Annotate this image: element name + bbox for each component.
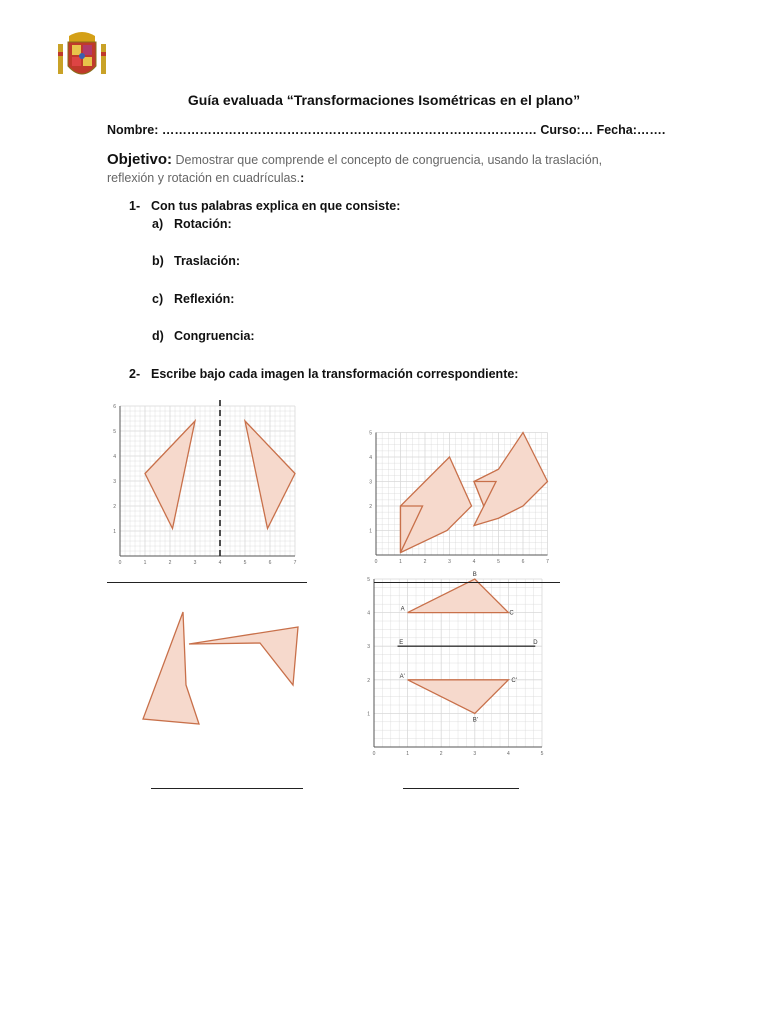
- x-tick-label: 4: [218, 560, 222, 566]
- x-tick-label: 3: [473, 751, 477, 757]
- item-label: Rotación:: [174, 217, 232, 231]
- question-2: [129, 367, 518, 381]
- answer-line-1[interactable]: [107, 582, 307, 583]
- figure-reflection-line-grid: [366, 572, 556, 757]
- item-letter: d): [152, 329, 164, 343]
- objective-colon: :: [300, 171, 305, 185]
- objective-text: Demostrar que comprende el concepto de congruencia, usando la traslación, reflexión y rotación en cuadrículas.: [107, 153, 603, 185]
- x-tick-label: 4: [507, 751, 510, 757]
- label-c: C: [509, 610, 514, 617]
- label-e: E: [399, 640, 404, 647]
- triangle-original: [143, 612, 199, 724]
- item-letter: a): [152, 217, 164, 231]
- y-tick-label: 3: [369, 479, 372, 486]
- x-tick-label: 2: [423, 559, 427, 565]
- x-tick-label: 0: [372, 751, 376, 757]
- question-1-item-d: [152, 329, 255, 343]
- x-tick-label: 7: [293, 560, 297, 566]
- item-label: Traslación:: [174, 254, 240, 268]
- x-tick-label: 7: [546, 559, 549, 565]
- y-tick-label: 1: [113, 529, 116, 535]
- answer-line-4[interactable]: [403, 788, 519, 789]
- label-a: A: [400, 606, 405, 613]
- y-tick-label: 1: [367, 711, 370, 718]
- y-tick-label: 3: [113, 479, 116, 485]
- x-tick-label: 1: [143, 560, 147, 566]
- objective-paragraph: [107, 151, 627, 187]
- x-tick-label: 3: [448, 559, 451, 565]
- x-tick-label: 5: [243, 560, 247, 566]
- item-letter: c): [152, 292, 164, 306]
- x-tick-label: 3: [193, 560, 197, 566]
- y-tick-label: 3: [367, 644, 370, 651]
- item-label: Congruencia:: [174, 329, 255, 343]
- x-tick-label: 0: [118, 560, 122, 566]
- label-d: D: [533, 640, 538, 647]
- coat-of-arms-logo: [55, 30, 109, 82]
- question-2-text: Escribe bajo cada imagen la transformación correspondiente:: [151, 367, 519, 381]
- y-tick-label: 4: [113, 454, 116, 460]
- label-b-prime: B': [472, 717, 478, 724]
- x-tick-label: 4: [472, 559, 476, 565]
- x-tick-label: 1: [406, 751, 409, 757]
- x-tick-label: 2: [439, 751, 443, 757]
- question-1: [129, 199, 400, 213]
- figure-translation-grid: [368, 413, 552, 567]
- question-2-number: 2-: [129, 367, 141, 381]
- y-tick-label: 5: [113, 429, 116, 435]
- y-tick-label: 4: [367, 610, 370, 617]
- y-tick-label: 2: [113, 504, 116, 510]
- x-tick-label: 0: [374, 559, 378, 565]
- x-tick-label: 1: [399, 559, 402, 565]
- answer-line-2[interactable]: [374, 582, 560, 583]
- y-tick-label: 6: [113, 404, 116, 410]
- arrow-shape-original: [401, 457, 472, 553]
- answer-line-3[interactable]: [151, 788, 303, 789]
- item-label: Reflexión:: [174, 292, 235, 306]
- x-tick-label: 6: [521, 559, 525, 565]
- triangle-rotated: [189, 627, 298, 685]
- label-c-prime: C': [511, 677, 517, 684]
- y-tick-label: 2: [369, 504, 372, 510]
- nombre-curso-fecha-line: Nombre: ……………………………………………………………………………… Curso:… Fecha:…….: [107, 123, 666, 137]
- y-tick-label: 2: [367, 677, 370, 684]
- label-b: B: [472, 572, 477, 578]
- figure-rotation-shapes: [136, 605, 308, 730]
- y-tick-label: 5: [367, 577, 370, 583]
- question-1-item-b: [152, 254, 240, 268]
- question-1-number: 1-: [129, 199, 141, 213]
- x-tick-label: 5: [540, 751, 544, 757]
- figure-reflection-grid: [108, 396, 308, 568]
- y-tick-label: 5: [369, 430, 372, 437]
- y-tick-label: 1: [369, 528, 372, 535]
- x-tick-label: 6: [268, 560, 272, 566]
- x-tick-label: 2: [168, 560, 172, 566]
- question-1-item-a: [152, 217, 232, 231]
- page-title: Guía evaluada “Transformaciones Isométricas en el plano”: [187, 92, 581, 108]
- label-a-prime: A': [399, 673, 405, 680]
- question-1-item-c: [152, 292, 234, 306]
- item-letter: b): [152, 254, 164, 268]
- x-tick-label: 5: [497, 559, 500, 565]
- question-1-text: Con tus palabras explica en que consiste:: [151, 199, 401, 213]
- y-tick-label: 4: [369, 455, 372, 461]
- objective-label: Objetivo:: [107, 151, 173, 168]
